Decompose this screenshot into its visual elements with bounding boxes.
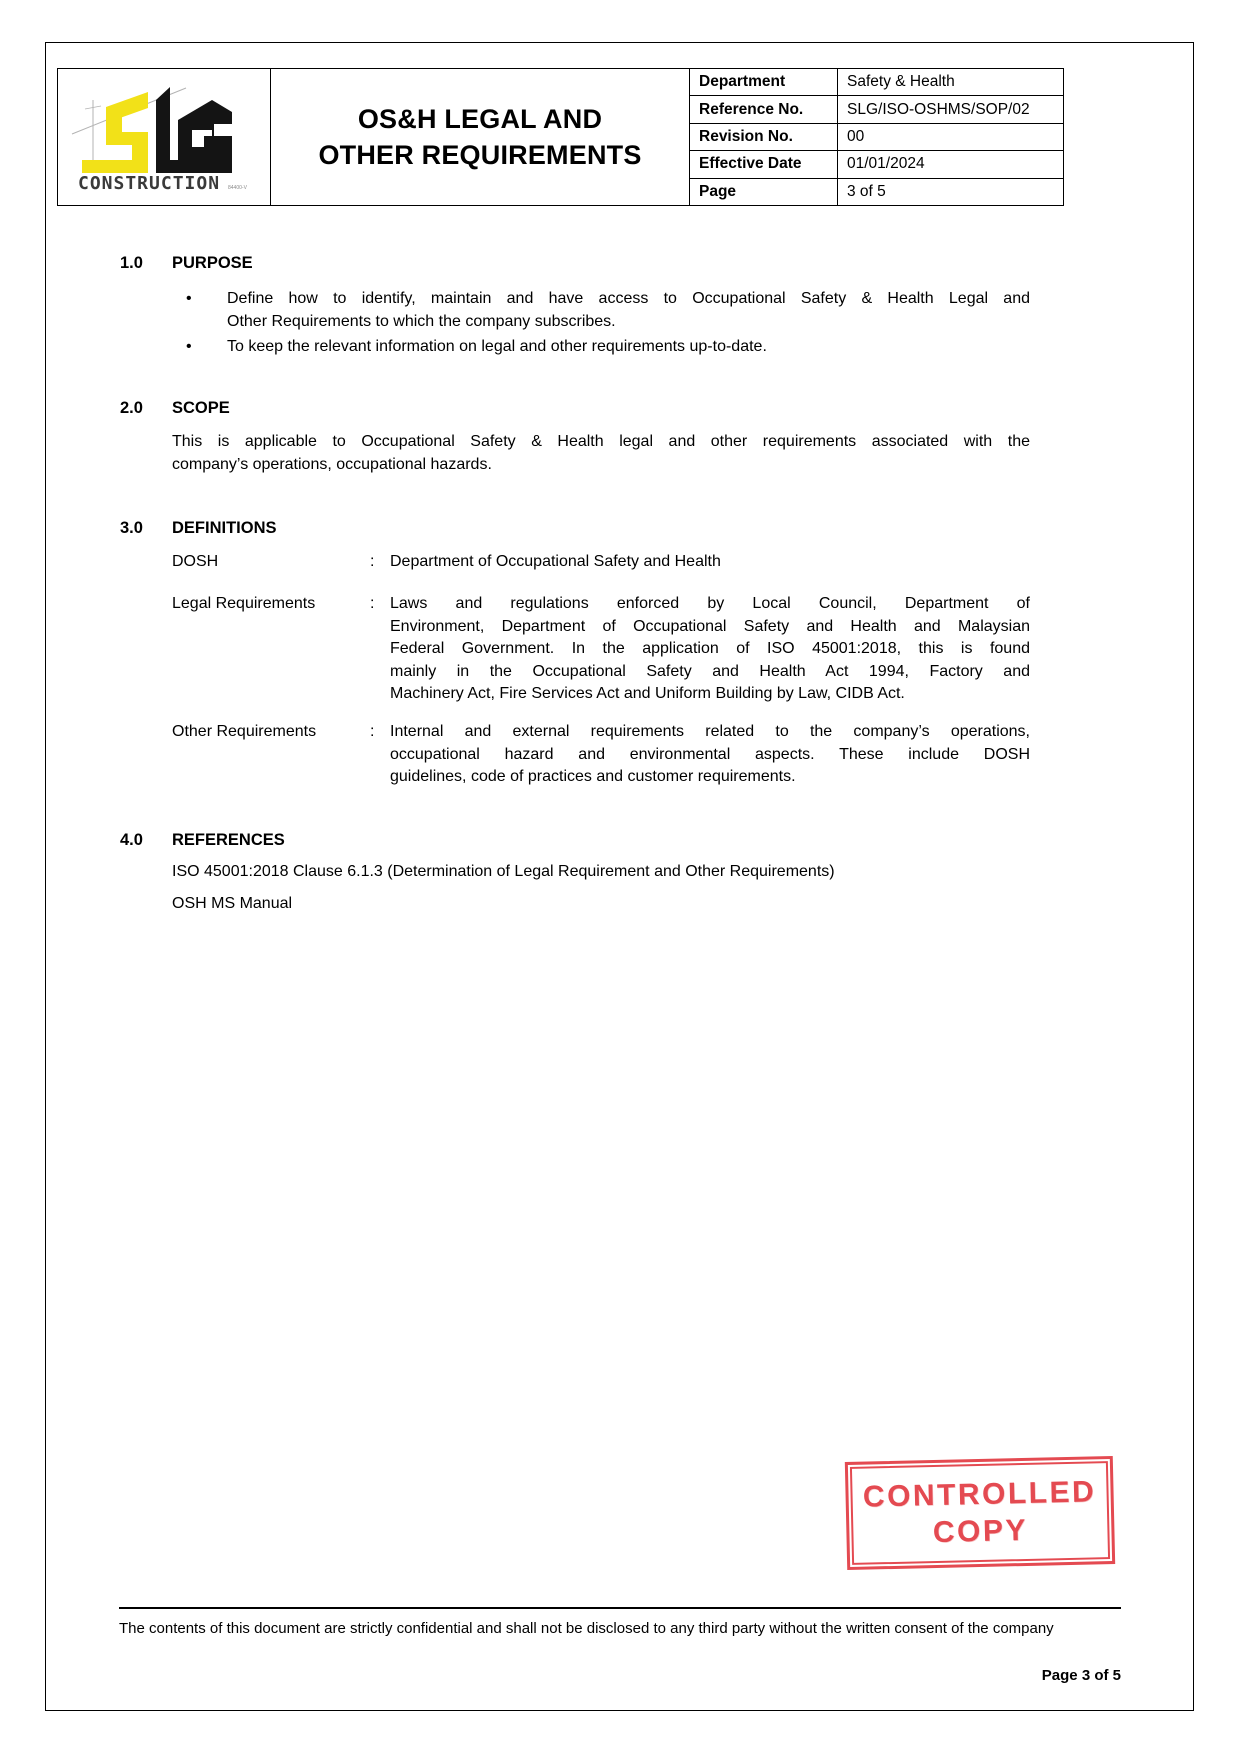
stamp-text — [863, 1473, 1098, 1552]
definition-term: DOSH — [172, 553, 219, 570]
section-title: PURPOSE — [172, 254, 253, 272]
info-row-page — [690, 179, 1063, 205]
logo-registration-mark: 84400-V — [228, 185, 247, 191]
document-title — [271, 69, 689, 205]
definition-line: Machinery Act, Fire Services Act and Uniform Building by Law, CIDB Act. — [390, 685, 905, 702]
section-number: 1.0 — [120, 254, 143, 272]
definition-term: Legal Requirements — [172, 595, 316, 612]
definition-line: occupational hazard and environmental aspects. These include DOSH — [390, 745, 1030, 763]
section-number: 3.0 — [120, 519, 143, 537]
definition-line: guidelines, code of practices and customer requirements. — [390, 768, 796, 785]
section-title: DEFINITIONS — [172, 519, 277, 537]
info-value: SLG/ISO-OSHMS/SOP/02 — [847, 100, 1030, 118]
definition-row-legal-requirements — [172, 593, 1030, 706]
definition-line: Environment, Department of Occupational Safety and Health and Malaysian — [390, 617, 1030, 635]
bullet-text-line: Other Requirements to which the company subscribes. — [227, 313, 616, 330]
info-value: 3 of 5 — [847, 182, 886, 200]
slg-logo-icon — [66, 78, 262, 196]
document-info-table — [689, 69, 1063, 205]
info-label: Effective Date — [690, 151, 838, 177]
info-label: Department — [690, 69, 838, 95]
info-label: Reference No. — [690, 96, 838, 122]
document-header — [57, 68, 1064, 206]
section-heading-references — [120, 831, 285, 850]
stamp-text-line2: COPY — [932, 1513, 1029, 1550]
controlled-copy-stamp — [845, 1456, 1115, 1570]
section-heading-scope — [120, 399, 230, 418]
info-value: 01/01/2024 — [847, 155, 925, 173]
bullet-text-line: To keep the relevant information on legal and other requirements up-to-date. — [227, 338, 767, 355]
reference-item: ISO 45001:2018 Clause 6.1.3 (Determination of Legal Requirement and Other Requirements) — [172, 863, 835, 880]
info-label: Revision No. — [690, 124, 838, 150]
info-label: Page — [690, 179, 838, 205]
info-row-effective-date — [690, 151, 1063, 178]
scope-paragraph — [172, 431, 1030, 476]
footer-confidentiality-note: The contents of this document are strictly confidential and shall not be disclosed to any third party without the written consent of the company — [119, 1620, 1054, 1637]
list-item — [172, 287, 1030, 333]
stamp-text-line1: CONTROLLED — [862, 1475, 1097, 1514]
bullet-icon: • — [186, 290, 192, 307]
info-row-reference — [690, 96, 1063, 123]
document-title-line2: OTHER REQUIREMENTS — [318, 140, 642, 170]
definition-row-other-requirements — [172, 721, 1030, 789]
definition-text — [390, 721, 1030, 789]
definition-separator: : — [370, 553, 375, 570]
purpose-bullet-list — [172, 287, 1030, 358]
bullet-text-line: Define how to identify, maintain and have access to Occupational Safety & Health Legal and — [227, 290, 1030, 307]
paragraph-line: This is applicable to Occupational Safety & Health legal and other requirements associated with the — [172, 433, 1030, 450]
definition-line: mainly in the Occupational Safety and Health Act 1994, Factory and — [390, 662, 1030, 680]
logo-brand-text: CONSTRUCTION — [78, 173, 221, 194]
info-value: 00 — [847, 128, 865, 146]
info-row-revision — [690, 124, 1063, 151]
section-number: 4.0 — [120, 831, 143, 849]
logo-letter-g — [178, 100, 232, 162]
info-row-department — [690, 69, 1063, 96]
definition-term: Other Requirements — [172, 723, 317, 740]
definition-row-dosh — [172, 551, 1030, 574]
list-item — [172, 335, 1030, 358]
section-heading-purpose — [120, 254, 253, 273]
reference-item: OSH MS Manual — [172, 895, 293, 912]
paragraph-line: company’s operations, occupational hazards. — [172, 455, 492, 473]
footer-divider — [119, 1607, 1121, 1609]
logo-letter-s — [82, 92, 148, 173]
definition-line: Laws and regulations enforced by Local Council, Department of — [390, 595, 1030, 612]
definition-text — [390, 593, 1030, 706]
definition-text — [390, 551, 1030, 574]
info-value: Safety & Health — [847, 73, 955, 91]
definition-line: Federal Government. In the application of ISO 45001:2018, this is found — [390, 640, 1030, 657]
definition-separator: : — [370, 595, 375, 612]
company-logo — [58, 69, 271, 205]
footer-page-number: Page 3 of 5 — [1041, 1667, 1121, 1684]
definition-line: Department of Occupational Safety and Health — [390, 553, 721, 570]
definition-line: Internal and external requirements related to the company’s operations, — [390, 723, 1030, 740]
section-title: REFERENCES — [172, 831, 285, 849]
definition-separator: : — [370, 723, 375, 740]
section-number: 2.0 — [120, 399, 143, 417]
bullet-icon: • — [186, 338, 192, 355]
section-heading-definitions — [120, 519, 277, 538]
section-title: SCOPE — [172, 399, 230, 417]
document-title-line1: OS&H LEGAL AND — [357, 104, 603, 134]
